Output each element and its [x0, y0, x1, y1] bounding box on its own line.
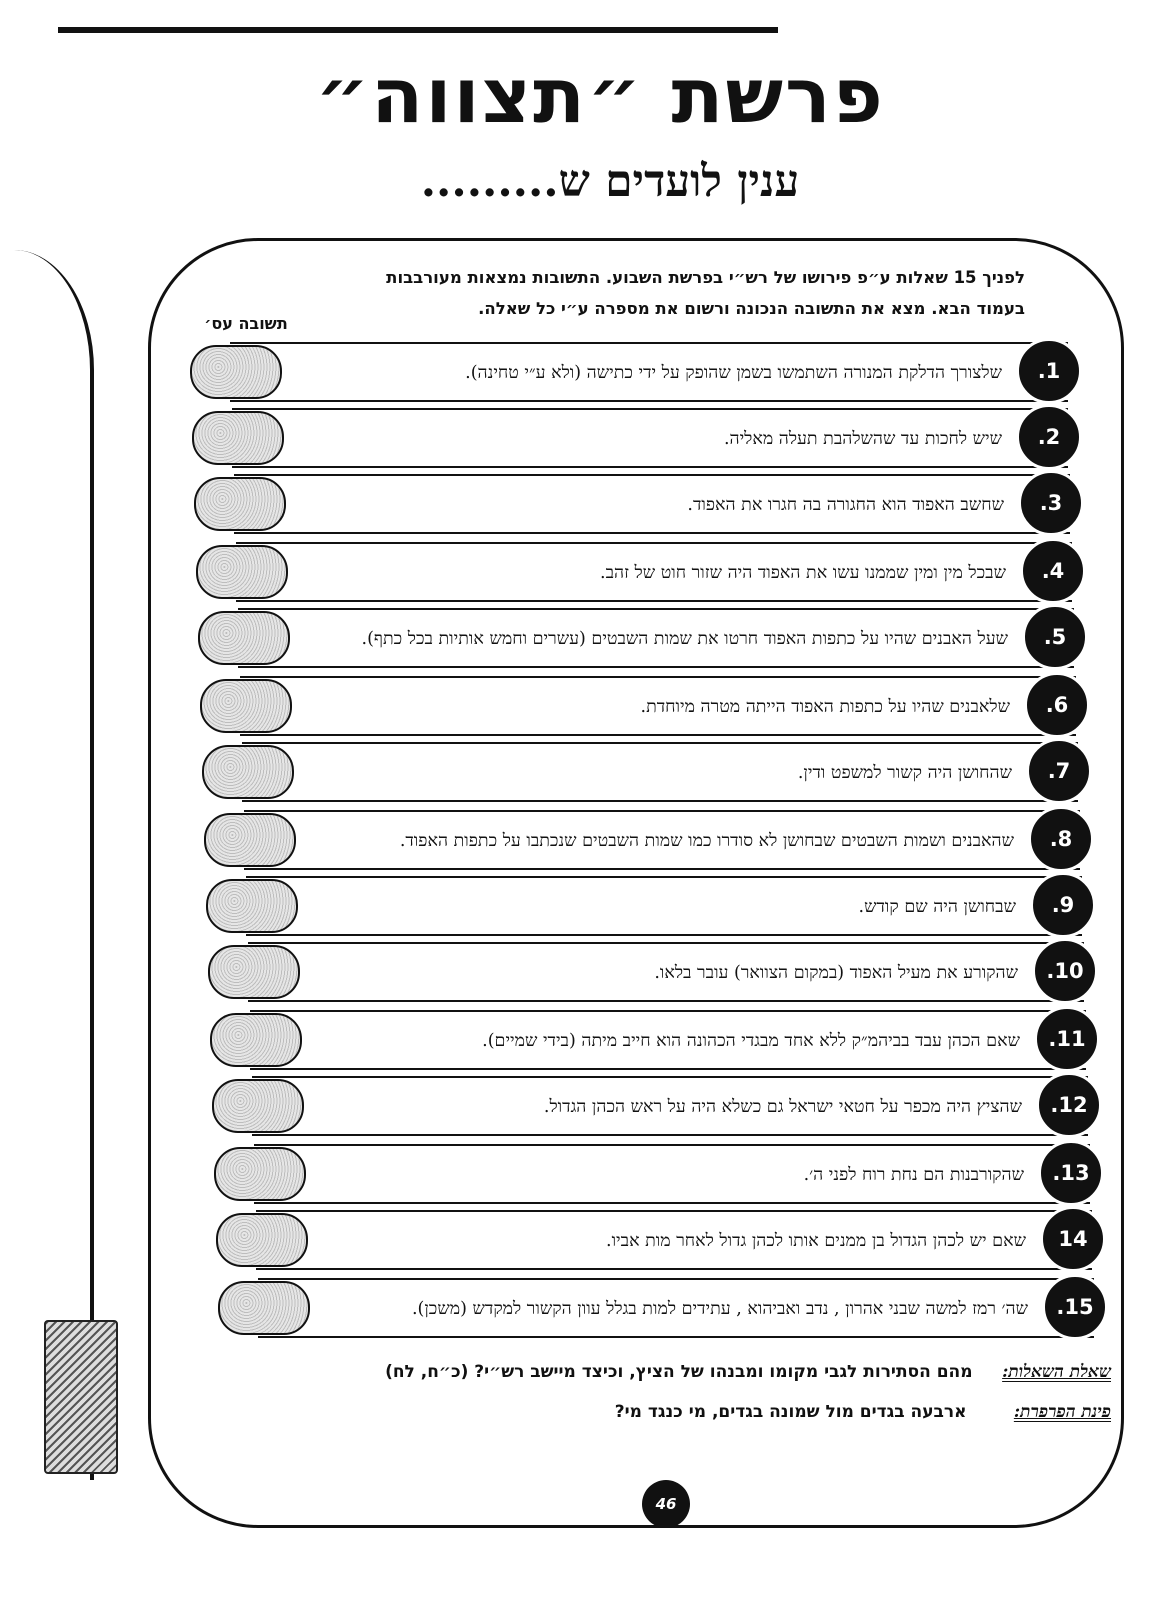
question-number: .4: [1020, 538, 1086, 604]
question-row: [212, 1076, 1088, 1136]
question-row: [218, 1278, 1094, 1338]
question-text: שה׳ רמז למשה שבני אהרון , נדב ואביהוא , עתידים למות בגלל עוון הקשור למקדש (משכן).: [411, 1298, 1028, 1319]
riddle-corner-label: פינת הפרפרת:: [1013, 1402, 1111, 1422]
question-text: שעל האבנים שהיו על כתפות האפוד חרטו את שמות השבטים (עשרים וחמש אותיות בכל כתף).: [361, 628, 1008, 649]
question-of-questions: [251, 1362, 1111, 1382]
answer-box[interactable]: [216, 1213, 308, 1267]
question-number: .8: [1028, 806, 1094, 872]
question-row: [200, 676, 1076, 736]
question-text: שהציץ היה מכפר על חטאי ישראל גם כשלא היה על ראש הכהן הגדול.: [543, 1096, 1022, 1117]
answer-column-header: תשובה עס׳: [204, 314, 288, 333]
question-row: [204, 810, 1080, 870]
question-number: .13: [1038, 1140, 1104, 1206]
riddle-corner: [251, 1402, 1111, 1422]
top-rule: [58, 27, 778, 33]
page-title: פרשת ״תצווה״: [315, 51, 885, 140]
question-text: שהחושן היה קשור למשפט ודין.: [797, 762, 1012, 783]
question-number: .2: [1016, 404, 1082, 470]
question-text: שלאבנים שהיו על כתפות האפוד הייתה מטרה מיוחדת.: [640, 696, 1010, 717]
question-text: שהקורע את מעיל האפוד (במקום הצוואר) עובר בלאו.: [654, 962, 1018, 983]
answer-box[interactable]: [218, 1281, 310, 1335]
question-text: שאם הכהן עבד בביהמ״ק ללא אחד מבגדי הכהונה הוא חייב מיתה (בידי שמיים).: [482, 1030, 1020, 1051]
left-decoration: [44, 1320, 118, 1474]
question-number: .10: [1032, 938, 1098, 1004]
question-row: [208, 942, 1084, 1002]
question-row: [216, 1210, 1092, 1270]
answer-box[interactable]: [194, 477, 286, 531]
page-subtitle: ענין לועדים ש.........: [420, 156, 800, 207]
answer-box[interactable]: [210, 1013, 302, 1067]
question-number: .3: [1018, 470, 1084, 536]
instructions: [345, 262, 1025, 325]
question-number: .15: [1042, 1274, 1108, 1340]
question-of-questions-label: שאלת השאלות:: [1002, 1362, 1111, 1382]
question-row: [196, 542, 1072, 602]
question-row: [210, 1010, 1086, 1070]
question-row: [194, 474, 1070, 534]
instructions-line-2: בעמוד הבא. מצא את התשובה הנכונה ורשום את מספרה ע״י כל שאלה.: [478, 299, 1025, 319]
question-row: [198, 608, 1074, 668]
question-row: [190, 342, 1068, 402]
answer-box[interactable]: [200, 679, 292, 733]
answer-box[interactable]: [214, 1147, 306, 1201]
question-number: .6: [1024, 672, 1090, 738]
answer-box[interactable]: [192, 411, 284, 465]
question-text: שהקורבנות הם נחת רוח לפני ה׳.: [803, 1164, 1024, 1185]
question-number: .9: [1030, 872, 1096, 938]
question-text: שלצורך הדלקת המנורה השתמשו בשמן שהופק על ידי כתישה (ולא ע״י טחינה).: [465, 362, 1002, 383]
left-page-edge: [0, 250, 94, 1480]
question-number: .1: [1016, 338, 1082, 404]
answer-box[interactable]: [202, 745, 294, 799]
question-of-questions-text: מהם הסתירות לגבי מקומו ומבנהו של הציץ, וכיצד מיישב רש״י? (כ״ח, לח): [385, 1362, 973, 1382]
answer-box[interactable]: [204, 813, 296, 867]
answer-box[interactable]: [206, 879, 298, 933]
answer-box[interactable]: [208, 945, 300, 999]
question-number: 14: [1040, 1206, 1106, 1272]
question-number: .11: [1034, 1006, 1100, 1072]
answer-box[interactable]: [198, 611, 290, 665]
riddle-corner-text: ארבעה בגדים מול שמונה בגדים, מי כנגד מי?: [614, 1402, 967, 1422]
question-text: שאם יש לכהן הגדול בן ממנים אותו לכהן גדול לאחר מות אביו.: [606, 1230, 1026, 1251]
answer-box[interactable]: [212, 1079, 304, 1133]
question-row: [214, 1144, 1090, 1204]
question-number: .12: [1036, 1072, 1102, 1138]
question-row: [202, 742, 1078, 802]
page-number: 46: [642, 1480, 690, 1528]
question-text: שהאבנים ושמות השבטים שבחושן לא סודרו כמו שמות השבטים שנכתבו על כתפות האפוד.: [399, 830, 1014, 851]
question-row: [192, 408, 1068, 468]
question-text: שבכל מין ומין שממנו עשו את האפוד היה שזור חוט של זהב.: [600, 562, 1006, 583]
question-text: שבחושן היה שם קודש.: [858, 896, 1016, 917]
question-number: .7: [1026, 738, 1092, 804]
question-text: שחשב האפוד הוא החגורה בה חגרו את האפוד.: [687, 494, 1004, 515]
instructions-line-1: לפניך 15 שאלות ע״פ פירושו של רש״י בפרשת השבוע. התשובות נמצאות מעורבבות: [386, 268, 1025, 287]
question-row: [206, 876, 1082, 936]
answer-box[interactable]: [190, 345, 282, 399]
question-text: שיש לחכות עד שהשלהבת תעלה מאליה.: [723, 428, 1002, 449]
question-number: .5: [1022, 604, 1088, 670]
answer-box[interactable]: [196, 545, 288, 599]
